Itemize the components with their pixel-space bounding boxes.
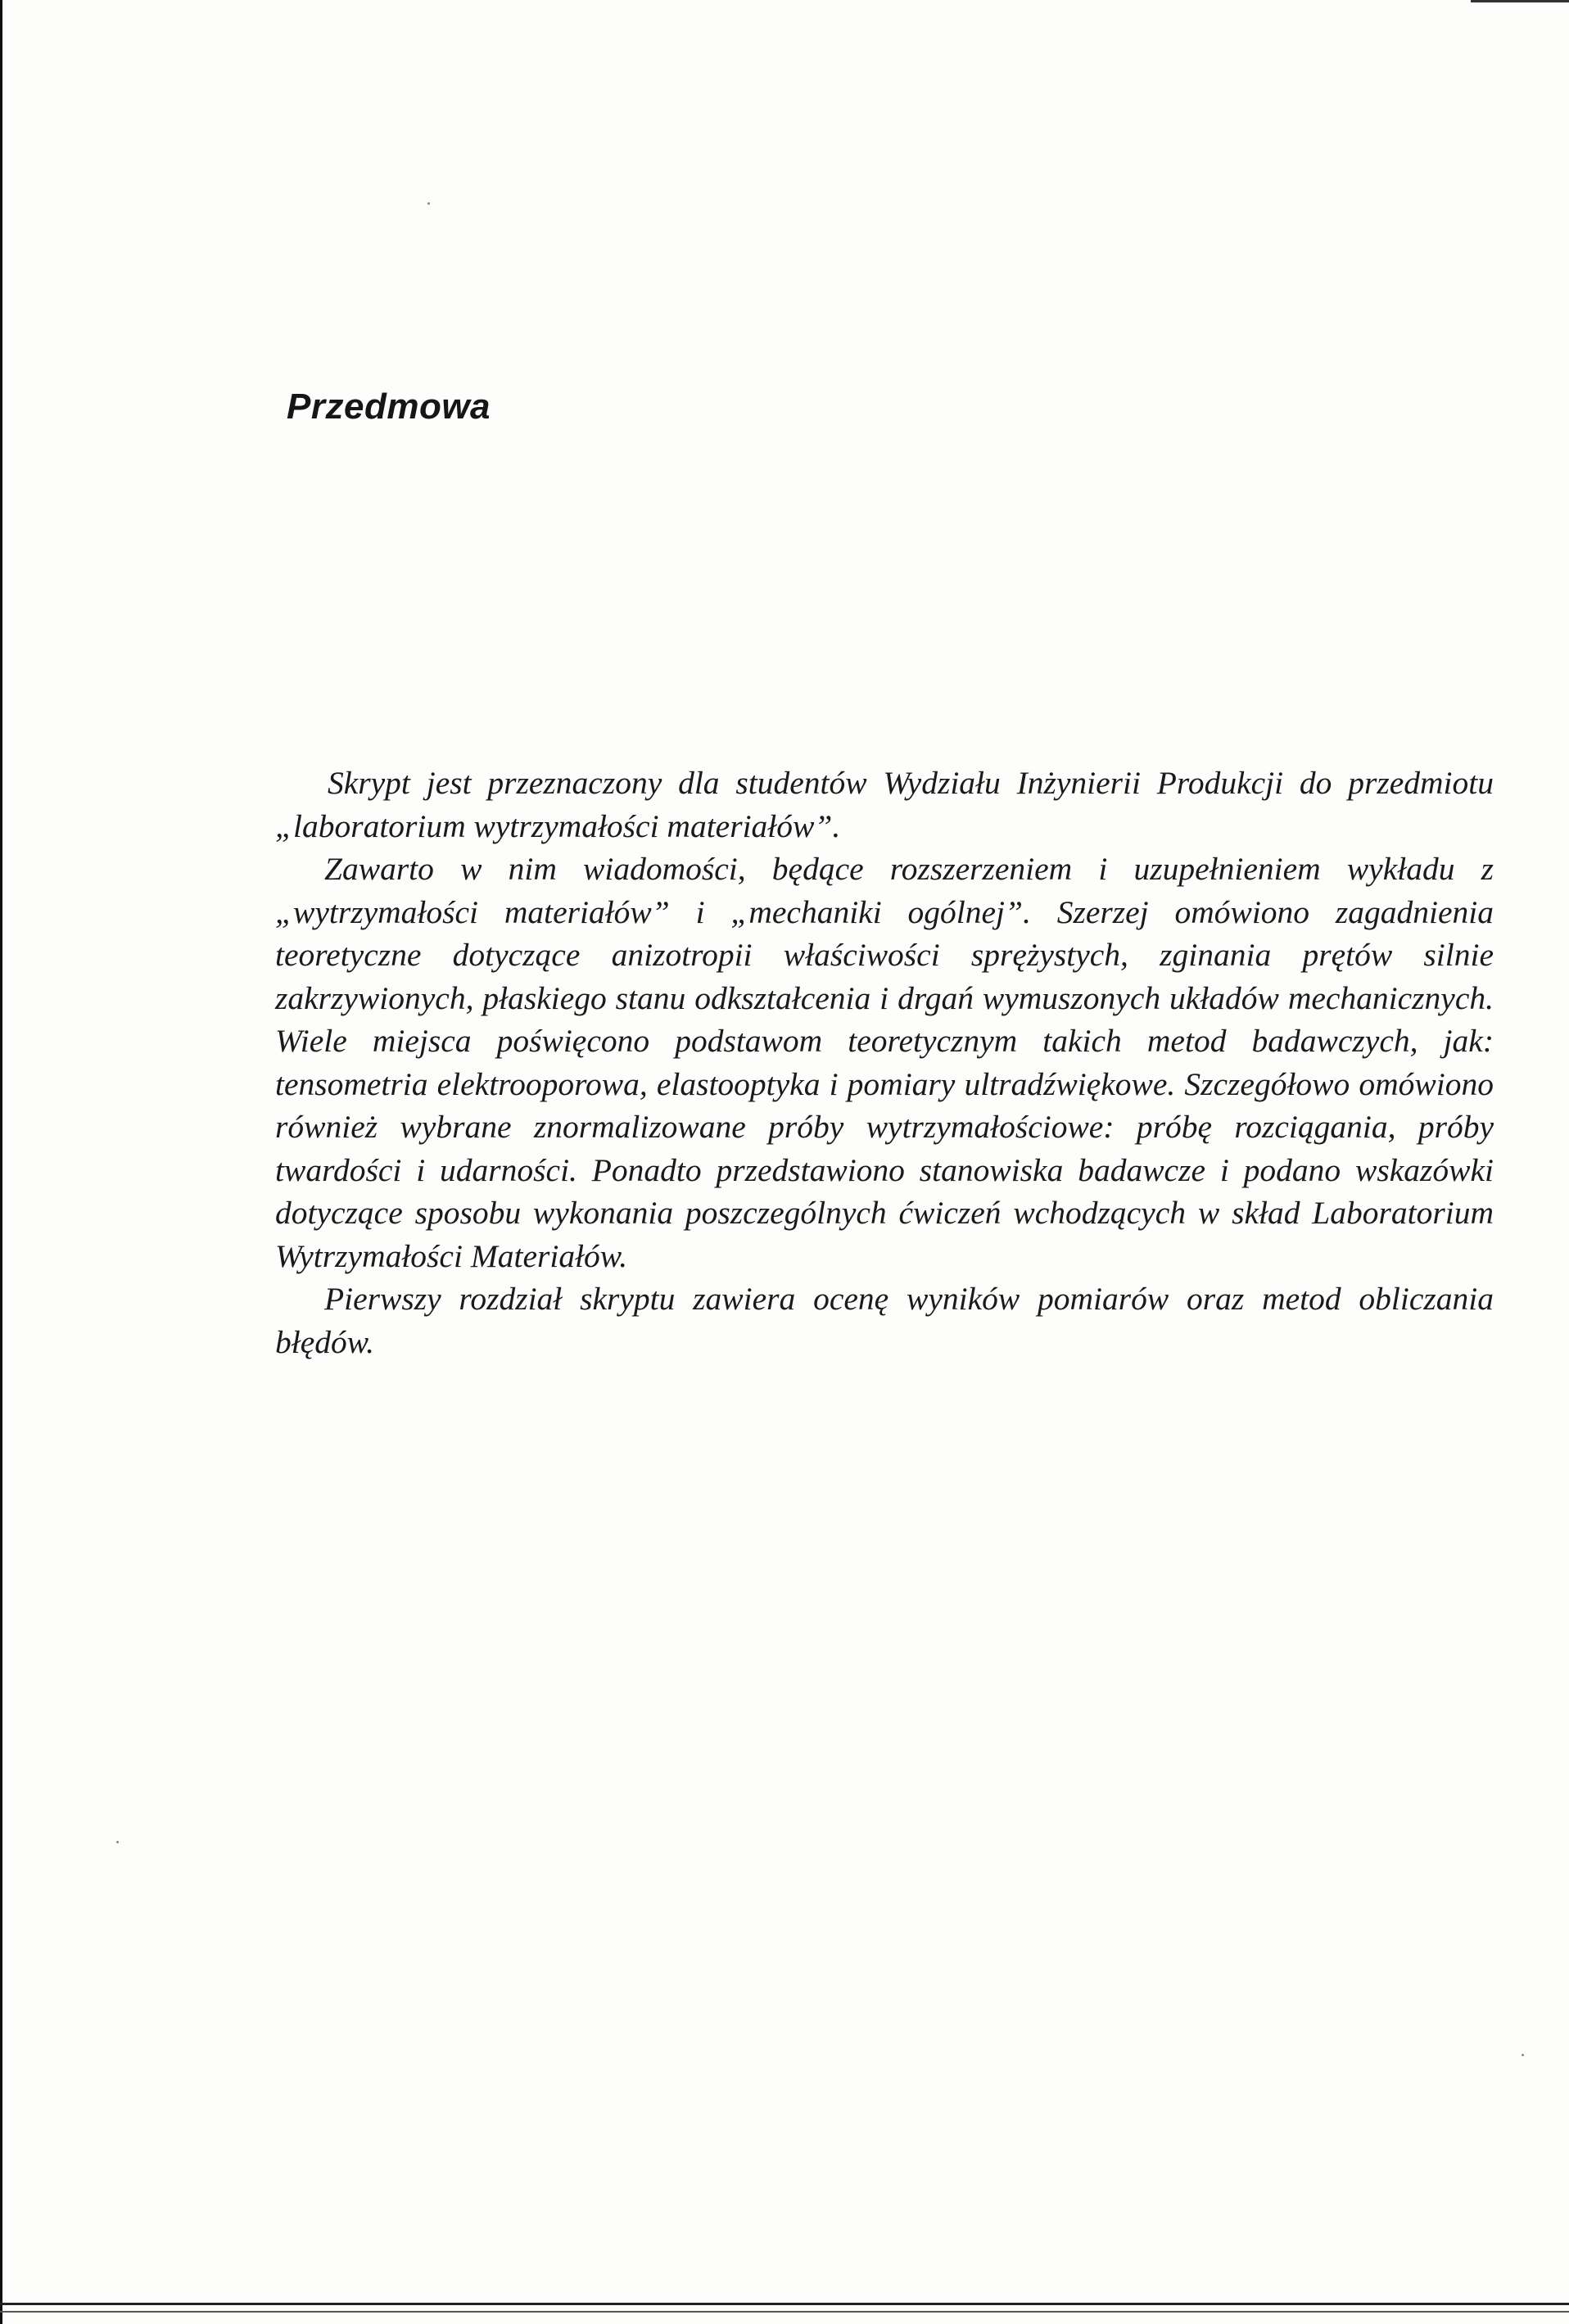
scan-speck (1522, 2054, 1524, 2056)
scan-speck (427, 202, 430, 205)
paragraph-contents: Zawarto w nim wiadomości, będące rozszerzeniem i uzupełnieniem wykładu z „wytrzymałości materiałów” i „mechaniki ogólnej”. Szerzej omówiono zagadnienia teoretyczne dotyczące anizotropii właściwości sprężystych, zginania prętów silnie zakrzywionych, płaskiego stanu odkształcenia i drgań wymuszonych układów mechanicznych. Wiele miejsca poświęcono podstawom teoretycznym takich metod badawczych, jak: tensometria elektrooporowa, elastooptyka i pomiary ultradźwiękowe. Szczegółowo omówiono również wybrane znormalizowane próby wytrzymałościowe: próbę rozciągania, próby twardości i udarności. Ponadto przedstawiono stanowiska badawcze i podano wskazówki dotyczące sposobu wykonania poszczególnych ćwiczeń wchodzących w skład Laboratorium Wytrzymałości Materiałów. (275, 851, 1494, 1274)
preface-body (275, 762, 1494, 1363)
scan-edge-left (0, 0, 2, 2324)
scan-speck (116, 1841, 119, 1843)
page-title: Przedmowa (287, 387, 491, 427)
scan-edge-top (1471, 0, 1569, 2)
scan-edge-bottom (0, 2303, 1569, 2305)
scan-edge-bottom (0, 2311, 1569, 2313)
paragraph-intro: Skrypt jest przeznaczony dla studentów Wydziału Inżynierii Produkcji do przedmiotu „laboratorium wytrzymałości materiałów”. (275, 765, 1494, 844)
paragraph-first-chapter: Pierwszy rozdział skryptu zawiera ocenę wyników pomiarów oraz metod obliczania błędów. (275, 1281, 1494, 1360)
